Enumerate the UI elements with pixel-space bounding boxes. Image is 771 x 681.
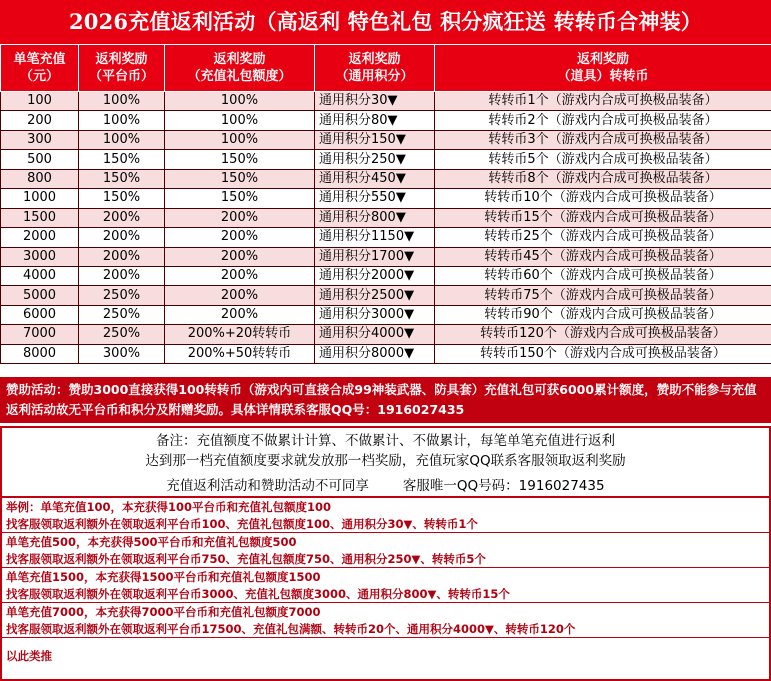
example-block (2, 498, 769, 533)
cell-platform-coin: 100% (79, 111, 165, 130)
table-row (1, 266, 771, 285)
table-row (1, 169, 771, 188)
cell-platform-coin: 200% (79, 228, 165, 247)
cell-amount: 200 (1, 111, 79, 130)
cell-points: 通用积分4000▼ (315, 325, 435, 344)
cell-gift-quota: 150% (165, 150, 315, 169)
cell-gift-quota: 100% (165, 111, 315, 130)
cell-gift-quota: 200% (165, 266, 315, 285)
header-gift-pack-quota: 返利奖励 （充值礼包额度） (165, 45, 315, 92)
header-recharge-amount: 单笔充值 （元） (1, 45, 79, 92)
example-line: 单笔充值7000，本充获得7000平台币和充值礼包额度7000 (6, 605, 321, 619)
cell-spin-coin: 转转币10个（游戏内合成可换极品装备） (435, 189, 771, 208)
cell-spin-coin: 转转币5个（游戏内合成可换极品装备） (435, 150, 771, 169)
cell-platform-coin: 300% (79, 344, 165, 363)
cell-spin-coin: 转转币60个（游戏内合成可换极品装备） (435, 266, 771, 285)
table-row (1, 228, 771, 247)
cell-amount: 300 (1, 130, 79, 149)
cell-spin-coin: 转转币15个（游戏内合成可换极品装备） (435, 208, 771, 227)
table-row (1, 130, 771, 149)
table-row (1, 92, 771, 111)
sponsor-notice: 赞助活动：赞助3000直接获得100转转币（游戏内可直接合成99神装武器、防具套）充值礼包可获6000累计额度，赞助不能参与充值返利活动故无平台币和积分及附赠奖励。具体详情联系客服QQ号：1916027435 (0, 377, 771, 426)
cell-points: 通用积分1700▼ (315, 247, 435, 266)
table-row (1, 111, 771, 130)
cell-amount: 7000 (1, 325, 79, 344)
cell-spin-coin: 转转币150个（游戏内合成可换极品装备） (435, 344, 771, 363)
cell-points: 通用积分2500▼ (315, 286, 435, 305)
cell-spin-coin: 转转币120个（游戏内合成可换极品装备） (435, 325, 771, 344)
cell-spin-coin: 转转币2个（游戏内合成可换极品装备） (435, 111, 771, 130)
cell-spin-coin: 转转币75个（游戏内合成可换极品装备） (435, 286, 771, 305)
cell-points: 通用积分150▼ (315, 130, 435, 149)
cell-amount: 5000 (1, 286, 79, 305)
table-header-row (1, 45, 771, 92)
cell-amount: 1000 (1, 189, 79, 208)
cell-amount: 8000 (1, 344, 79, 363)
cell-points: 通用积分800▼ (315, 208, 435, 227)
cell-gift-quota: 200% (165, 228, 315, 247)
notes-panel (0, 426, 771, 498)
cell-amount: 1500 (1, 208, 79, 227)
example-block (2, 603, 769, 638)
cell-platform-coin: 250% (79, 325, 165, 344)
example-line: 举例：单笔充值100，本充获得100平台币和充值礼包额度100 (6, 500, 332, 514)
cell-gift-quota: 100% (165, 92, 315, 111)
cell-platform-coin: 250% (79, 286, 165, 305)
cell-points: 通用积分8000▼ (315, 344, 435, 363)
table-row (1, 247, 771, 266)
cell-gift-quota: 200%+50转转币 (165, 344, 315, 363)
cell-platform-coin: 200% (79, 247, 165, 266)
cell-amount: 3000 (1, 247, 79, 266)
cell-gift-quota: 100% (165, 130, 315, 149)
cell-spin-coin: 转转币90个（游戏内合成可换极品装备） (435, 305, 771, 324)
cell-gift-quota: 150% (165, 189, 315, 208)
cell-platform-coin: 150% (79, 150, 165, 169)
cell-platform-coin: 250% (79, 305, 165, 324)
cell-amount: 800 (1, 169, 79, 188)
cell-amount: 6000 (1, 305, 79, 324)
cell-gift-quota: 200%+20转转币 (165, 325, 315, 344)
cell-platform-coin: 150% (79, 189, 165, 208)
example-line: 找客服领取返利额外在领取返利平台币100、充值礼包额度100、通用积分30▼、转转币1个 (6, 517, 478, 531)
cell-gift-quota: 200% (165, 247, 315, 266)
no-combine-notice: 充值返利活动和赞助活动不可同享 (166, 478, 369, 494)
footer-note: 以此类推 (6, 649, 52, 663)
cell-spin-coin: 转转币25个（游戏内合成可换极品装备） (435, 228, 771, 247)
example-block (2, 568, 769, 603)
cell-points: 通用积分450▼ (315, 169, 435, 188)
cell-amount: 100 (1, 92, 79, 111)
cell-platform-coin: 200% (79, 266, 165, 285)
cell-gift-quota: 150% (165, 169, 315, 188)
cell-spin-coin: 转转币3个（游戏内合成可换极品装备） (435, 130, 771, 149)
cell-points: 通用积分2000▼ (315, 266, 435, 285)
cell-points: 通用积分1150▼ (315, 228, 435, 247)
rebate-table (0, 44, 771, 364)
cell-spin-coin: 转转币8个（游戏内合成可换极品装备） (435, 169, 771, 188)
example-line: 找客服领取返利额外在领取返利平台币3000、充值礼包额度3000、通用积分800▼、转转币15个 (6, 587, 510, 601)
cell-amount: 2000 (1, 228, 79, 247)
examples-panel (0, 498, 771, 681)
example-line: 单笔充值1500，本充获得1500平台币和充值礼包额度1500 (6, 570, 321, 584)
cell-platform-coin: 200% (79, 208, 165, 227)
note-line: 达到那一档充值额度要求就发放那一档奖励，充值玩家QQ联系客服领取返利奖励 (145, 453, 626, 469)
cell-platform-coin: 150% (79, 169, 165, 188)
example-line: 单笔充值500，本充获得500平台币和充值礼包额度500 (6, 535, 297, 549)
cell-spin-coin: 转转币1个（游戏内合成可换极品装备） (435, 92, 771, 111)
cell-platform-coin: 100% (79, 92, 165, 111)
header-platform-coin: 返利奖励 （平台币） (79, 45, 165, 92)
table-row (1, 286, 771, 305)
customer-service-qq: 客服唯一QQ号码：1916027435 (402, 478, 605, 494)
table-row (1, 305, 771, 324)
page-title: 2026充值返利活动（高返利 特色礼包 积分疯狂送 转转币合神装） (0, 0, 771, 44)
table-row (1, 325, 771, 344)
header-spin-coin: 返利奖励 （道具）转转币 (435, 45, 771, 92)
cell-gift-quota: 200% (165, 305, 315, 324)
cell-platform-coin: 100% (79, 130, 165, 149)
note-line: 备注：充值额度不做累计计算、不做累计、不做累计，每笔单笔充值进行返利 (156, 433, 615, 449)
example-block (2, 533, 769, 568)
cell-amount: 4000 (1, 266, 79, 285)
table-row (1, 208, 771, 227)
cell-amount: 500 (1, 150, 79, 169)
cell-spin-coin: 转转币45个（游戏内合成可换极品装备） (435, 247, 771, 266)
cell-gift-quota: 200% (165, 208, 315, 227)
note-line (2, 476, 769, 496)
table-row (1, 150, 771, 169)
cell-points: 通用积分80▼ (315, 111, 435, 130)
table-row (1, 189, 771, 208)
cell-points: 通用积分550▼ (315, 189, 435, 208)
table-row (1, 344, 771, 363)
cell-gift-quota: 200% (165, 286, 315, 305)
example-line: 找客服领取返利额外在领取返利平台币17500、充值礼包满额、转转币20个、通用积分4000▼、转转币120个 (6, 622, 576, 636)
cell-points: 通用积分30▼ (315, 92, 435, 111)
header-general-points: 返利奖励 （通用积分） (315, 45, 435, 92)
cell-points: 通用积分3000▼ (315, 305, 435, 324)
cell-points: 通用积分250▼ (315, 150, 435, 169)
example-line: 找客服领取返利额外在领取返利平台币750、充值礼包额度750、通用积分250▼、转转币5个 (6, 552, 486, 566)
